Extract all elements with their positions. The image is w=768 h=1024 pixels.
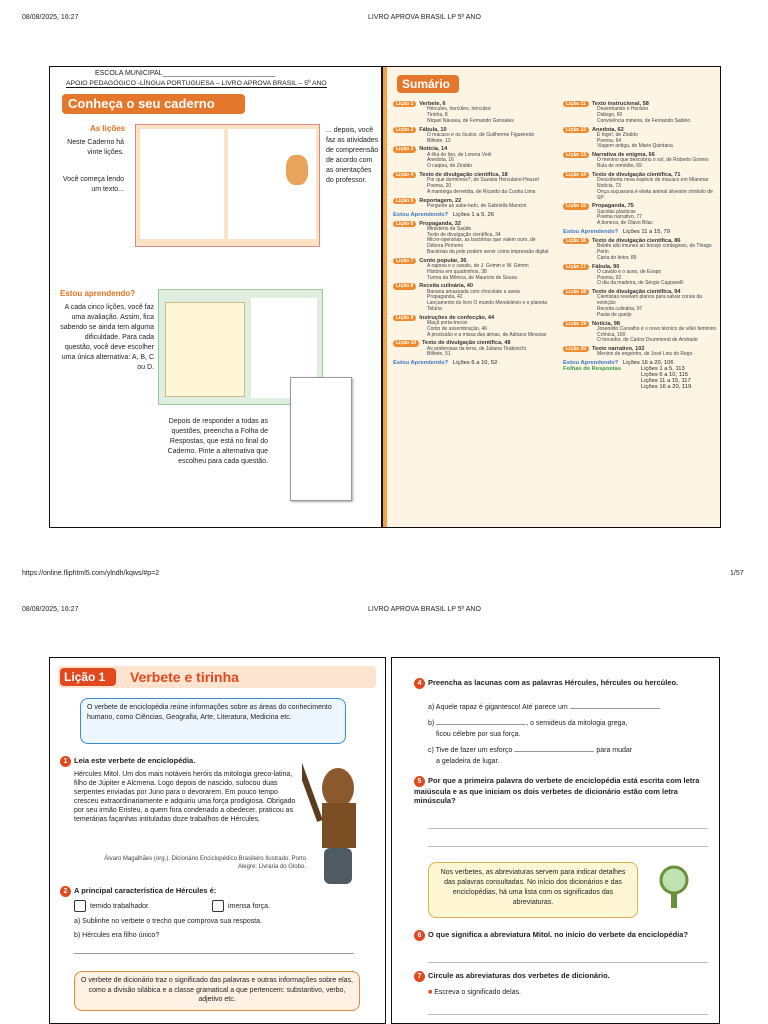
sumario-lesson[interactable] [393, 258, 553, 282]
lesson-subitem: Banana amassada com chocolate e aveia [427, 288, 520, 295]
intro-box: O verbete de enciclopédia reúne informações sobre as áreas do conhecimento humano, como Ciências, Geografia, Arte, Literatura, Medicina etc. [80, 698, 346, 744]
lesson-tag: Lição 6 [393, 221, 416, 227]
sumario-lesson[interactable] [563, 152, 719, 170]
sumario-lesson[interactable] [563, 289, 719, 318]
q4b-label: b) [428, 720, 435, 727]
lesson-subitem: A ilha do lixo, de Lorena Verli [427, 151, 492, 158]
q5-text: Por que a primeira palavra do verbete de enciclopédia está escrita com letra maiúscula e as que iniciam os dois verbetes de dicionário estão com letra minúscula? [414, 776, 700, 805]
sumario-lesson[interactable] [563, 172, 719, 201]
option-1-label: temido trabalhador. [90, 903, 150, 910]
magnifier-illustration [654, 862, 694, 910]
sumario-lesson[interactable] [393, 340, 553, 358]
lesson-subitem: Josenildo Carvalho é o novo técnico de vôlei feminino [597, 325, 717, 332]
lesson-title: Propaganda, 32 [419, 220, 461, 227]
lesson-subitem: Propaganda, 42 [427, 294, 463, 301]
q4b-text: , o semideus da mitologia grega, [526, 720, 628, 727]
lesson-subitem: Pergunte ao sabe-tudo, de Gabriella Mancini [427, 202, 527, 209]
sumario-lesson[interactable] [393, 172, 553, 196]
school-line: ESCOLA MUNICIPAL_____________________________ [95, 70, 276, 77]
lesson-title: Texto de divulgação científica, 48 [422, 340, 511, 347]
dicionario-box: O verbete de dicionário traz o significado das palavras e outras informações sobre elas, como a divisão silábica e a classe gramatical a que pertencem: substantivo, verbo, adjetivo etc. [74, 971, 360, 1011]
abreviaturas-box: Nos verbetes, as abreviaturas servem para indicar detalhes das palavras consultadas. No início dos dicionários e das enciclopédias, há uma lista com os significados das abreviaturas. [428, 862, 638, 918]
question-1 [60, 756, 195, 767]
print-page: 1/57 [730, 570, 744, 577]
sumario-lesson[interactable] [393, 315, 553, 339]
q7-line[interactable] [428, 1014, 708, 1015]
lesson-subitem: Maçã porta-trecos [427, 319, 468, 326]
lesson-subitem: A boneca, de Olavo Bilac [597, 220, 653, 227]
lesson-subitem: Bilhete, 51 [427, 351, 451, 358]
depois2-text: Depois de responder a todas as questões, preencha a Folha de Respostas, que está no final do Caderno. Pinte a alternativa que escolheu para cada questão. [167, 418, 268, 465]
lesson-subitem: O menino que descobriu o sol, de Roberto Gomes [597, 157, 709, 164]
lesson-tag: Lição 1 [393, 101, 416, 107]
q4a-blank[interactable] [570, 708, 660, 709]
lesson-title: Texto instrucional, 58 [591, 101, 649, 107]
lesson-title: Conto popular, 36 [419, 257, 467, 264]
lesson-tag: Lição 14 [563, 172, 589, 178]
q4c-text: c) Tive de fazer um esforço [428, 747, 513, 754]
lesson-title: Instruções de confecção, 44 [419, 314, 495, 321]
lesson-title: Notícia, 14 [419, 146, 448, 153]
verbete-source: Álvaro Magalhães (org.). Dicionário Enciclopédico Brasileiro Ilustrado. Porto Alegre: Livraria do Globo. [104, 856, 306, 870]
lesson-subitem: As poderosas da terra, de Juliana Tiraboschi [427, 345, 526, 352]
lesson-subitem: Bula de remédio, 69 [597, 163, 642, 170]
lesson-subitem: Ministério da Saúde [427, 225, 472, 232]
lesson-subitem: O torcedor, de Carlos Drummond de Andrade [597, 337, 698, 344]
option-1-checkbox[interactable] [74, 900, 86, 912]
lesson-tag: Lição 11 [563, 101, 589, 107]
lesson-tag: Lição 10 [393, 340, 419, 346]
apoio-line: APOIO PEDAGÓGICO -LÍNGUA PORTUGUESA – LIVRO APROVA BRASIL – 5º ANO [66, 80, 327, 87]
licoes-text2: Você começa lendo um texto... [62, 176, 124, 193]
lesson-title: Anedota, 62 [592, 126, 624, 133]
estou-aprendendo-link[interactable]: Estou Aprendendo? Lições 16 a 20, 106 [563, 360, 674, 367]
lesson-subitem: A manteiga derretida, de Ricardo da Cunha Lima [427, 188, 536, 195]
lesson-title: Texto de divulgação científica, 94 [592, 289, 681, 296]
num-1-icon: 1 [60, 756, 71, 767]
q2b-text: b) Hércules era filho único? [74, 932, 160, 939]
licao1-right-page [391, 657, 720, 1024]
q2b-answer-line[interactable] [74, 953, 354, 954]
print-date: 08/08/2025, 16:27 [22, 14, 79, 21]
licao-tag: Lição 1 [60, 668, 116, 686]
sumario-lesson[interactable] [393, 198, 553, 210]
estou-heading: Estou aprendendo? [60, 289, 136, 298]
lesson-subitem: Desenhando o Horácio [597, 106, 649, 113]
lesson-title: Notícia, 98 [592, 320, 620, 327]
conheca-page [50, 67, 383, 527]
option-2-label: imensa força. [228, 903, 271, 910]
folha-item: Lições 1 a 5, 113 [641, 366, 685, 373]
estou-text: A cada cinco lições, você faz uma avaliação. Assim, fica sabendo se ainda tem alguma dificuldade. Para cada questão, você deve escolher uma única alternativa: A, B, C ou D. [60, 304, 154, 371]
sumario-left-column [393, 101, 553, 367]
page-spread-1 [49, 66, 721, 528]
q4b [428, 719, 627, 728]
sumario-lesson[interactable] [393, 221, 553, 256]
lesson-subitem: Poema, 64 [597, 137, 622, 144]
lesson-tag: Lição 16 [563, 238, 589, 244]
lesson-subitem: Descoberta nova espécie de macaco em Mianmar [597, 177, 709, 184]
lesson-subitem: Micro-operárias, as bactérias que valem ouro, de Débora Pinheiro [427, 237, 536, 250]
lesson-subitem: Menino de engenho, de José Lins do Rego [597, 351, 693, 358]
lesson-subitem: O macaco e os óculos, de Guilherme Figueiredo [427, 131, 535, 138]
q6-text: O que significa a abreviatura Mitol. no início do verbete da enciclopédia? [428, 930, 689, 939]
lesson-subitem: Bebês são imunes ao bocejo contagioso, de Thiago Perin [597, 243, 712, 255]
lesson-subitem: Crônica, 100 [597, 331, 626, 338]
lesson-title: Verbete, 6 [419, 101, 446, 107]
q4a [428, 703, 660, 712]
print-url: https://online.fliphtml5.com/ylndh/kqws/#p=2 [22, 570, 160, 577]
lesson-tag: Lição 9 [393, 315, 416, 321]
sumario-lesson[interactable] [393, 146, 553, 170]
licao-title: Verbete e tirinha [130, 669, 239, 685]
lesson-subitem: Tirinha, 8 [427, 112, 448, 118]
folha-item: Lições 11 a 15, 117 [641, 378, 691, 385]
sumario-lesson[interactable] [563, 127, 719, 151]
question-2 [60, 886, 216, 897]
lesson-tag: Lição 20 [563, 346, 589, 352]
lesson-subitem: Lançamento do livro O mundo Mendelévio e o planeta Telúria [427, 300, 548, 312]
lesson-subitem: Onça suçuarana é eleita animal silvestre símbolo de SP [597, 188, 713, 201]
num-5-icon: 5 [414, 776, 425, 787]
lesson-tag: Lição 15 [563, 203, 589, 209]
answer-sheet-thumbnail [290, 377, 352, 501]
num-6-icon: 6 [414, 930, 425, 941]
q4c-cont: a geladeira de lugar. [436, 758, 500, 765]
lesson-subitem: Viagem antiga, de Mario Quintana [597, 143, 673, 150]
lesson-subitem: Pasta de queijo [597, 311, 632, 318]
q6-line[interactable] [428, 962, 708, 963]
q4-text: Preencha as lacunas com as palavras Hércules, hércules ou hercúleo. [428, 678, 679, 687]
q5-line-2[interactable] [428, 846, 708, 847]
q4b-blank[interactable] [436, 724, 526, 725]
lesson-tag: Lição 19 [563, 321, 589, 327]
q2a-text: a) Sublinhe no verbete o trecho que comprova sua resposta. [74, 918, 262, 925]
lesson-title: Texto narrativo, 102 [592, 346, 645, 353]
lesson-tag: Lição 17 [563, 264, 589, 270]
licoes-heading: As lições [90, 124, 126, 133]
q4a-text: a) Aquele rapaz é gigantesco! Até parece um [428, 704, 568, 711]
lesson-subitem: Texto de divulgação científica, 34 [427, 231, 501, 238]
option-2-checkbox[interactable] [212, 900, 224, 912]
lesson-title: Texto de divulgação científica, 71 [592, 171, 681, 178]
lesson-title: Fábula, 10 [419, 126, 447, 133]
lesson-subitem: Níquel Náusea, de Fernando Gonsales [427, 117, 514, 124]
estou-aprendendo-link[interactable]: Estou Aprendendo? Lições 11 a 15, 79 [563, 228, 670, 235]
hercules-illustration [302, 748, 378, 888]
lesson-subitem: Poema narrativo, 77 [597, 214, 643, 221]
lesson-subitem: Poema, 20 [427, 182, 452, 189]
lesson-subitem: O caipira, de Ziraldo [427, 163, 473, 170]
lesson-title: Fábula, 90 [592, 263, 620, 270]
lesson-tag: Lição 4 [393, 172, 416, 178]
lesson-subitem: Hércules, hercúleo, hérculeo [427, 106, 491, 113]
folha-item: Lições 16 a 20, 119 [641, 384, 692, 391]
q7-text: Circule as abreviaturas dos verbetes de dicionário. [428, 971, 610, 980]
question-6 [414, 930, 704, 941]
lesson-subitem: Bactérias da pele podem servir como impressão digital [427, 248, 549, 255]
lesson-tag: Lição 12 [563, 127, 589, 133]
num-2-icon: 2 [60, 886, 71, 897]
lesson-title: Propaganda, 75 [592, 203, 634, 210]
lesson-subitem: Turma da Mônica, de Mauricio de Sousa [427, 274, 517, 281]
lesson-tag: Lição 18 [563, 289, 589, 295]
q1-text: Leia este verbete de enciclopédia. [74, 756, 196, 765]
lesson-tag: Lição 8 [393, 283, 416, 289]
lesson-subitem: Diálogo, 60 [597, 112, 623, 118]
q4b-cont: ficou célebre por sua força. [436, 731, 521, 738]
lesson-subitem: A raposa e o cavalo, de J. Grimm e W. Grimm [427, 262, 529, 269]
lesson-subitem: A procissão e a missa das almas, de Adriano Messias [427, 331, 547, 338]
lesson-title: Texto de divulgação científica, 86 [592, 237, 681, 244]
sumario-right-column [563, 101, 719, 390]
sumario-lesson[interactable] [563, 346, 719, 358]
lesson-title: Receita culinária, 40 [419, 283, 474, 290]
sumario-lesson[interactable] [393, 101, 553, 125]
q2-text: A principal característica de Hércules é: [74, 886, 217, 895]
print-title-2: LIVRO APROVA BRASIL LP 5º ANO [368, 606, 481, 613]
sumario-title: Sumário [397, 75, 459, 93]
lesson-title: Narrativa de enigma, 66 [592, 152, 655, 159]
sumario-page [387, 67, 720, 527]
bullet-icon: ■ [428, 989, 435, 996]
sumario-lesson[interactable] [393, 127, 553, 145]
licao1-left-page [49, 657, 386, 1024]
licoes-text1: Neste Caderno há vinte lições. [67, 139, 124, 156]
lesson-tag: Lição 7 [393, 258, 416, 264]
lesson-subitem: Cientistas revelam planos para salvar corais da extinção [597, 294, 703, 307]
conheca-title: Conheça o seu caderno [62, 94, 245, 114]
lesson-subitem: É fogo!, de Ziraldo [597, 131, 638, 138]
q4c-text2: para mudar [596, 747, 633, 754]
caderno-thumbnail-1 [135, 124, 320, 247]
lesson-subitem: O cavalo e o asno, de Esopo [597, 268, 662, 275]
lesson-subitem: Receita culinária, 97 [597, 305, 643, 312]
sumario-lesson[interactable] [563, 101, 719, 125]
lesson-subitem: Sacolas plásticas [597, 208, 636, 215]
lesson-tag: Lição 2 [393, 127, 416, 133]
folha-item: Lições 6 a 10, 115 [641, 372, 688, 379]
estou-aprendendo-link[interactable]: Estou Aprendendo? Lições 1 a 5, 26 [393, 211, 494, 218]
question-4 [414, 678, 704, 689]
sumario-lesson[interactable] [563, 203, 719, 227]
q7a-text: Escreva o significado delas. [434, 989, 521, 996]
q7a [428, 988, 521, 997]
lesson-subitem: Conto de assombração, 46 [427, 325, 488, 332]
sumario-lesson[interactable] [563, 321, 719, 345]
q4c-blank[interactable] [514, 751, 594, 752]
lesson-subitem: Por que dormimos?, de Suzana Herculano-Houzel [427, 177, 539, 184]
lesson-subitem: Notícia, 73 [597, 182, 621, 189]
sumario-lesson[interactable] [563, 238, 719, 262]
lesson-tag: Lição 13 [563, 152, 589, 158]
lesson-subitem: Poema, 92 [597, 274, 622, 281]
verbete-text: Hércules Mitol. Um dos mais notáveis heróis da mitologia greco-latina, filho de Júpiter e Alcmena. Logo depois de nascido, sufocou duas serpentes enviadas por Juno para o devorarem. Em pouco tempo cresceu extraordinariamente e adquiriu uma força prodigiosa. Obrigado por seu irmão Eristeu, a quem fora condenado a obedecer, praticou as temerárias façanhas intituladas doze trabalhos de Hércules. [74, 771, 296, 823]
q5-line-1[interactable] [428, 828, 708, 829]
sumario-lesson[interactable] [563, 264, 719, 288]
question-7 [414, 971, 704, 982]
lesson-title: Reportagem, 22 [419, 197, 462, 204]
estou-aprendendo-link[interactable]: Estou Aprendendo? Lições 6 a 10, 52 [393, 360, 498, 367]
num-4-icon: 4 [414, 678, 425, 689]
lesson-tag: Lição 3 [393, 146, 416, 152]
question-5 [414, 776, 704, 805]
sumario-lesson[interactable] [393, 283, 553, 312]
lesson-subitem: Convivência mineira, de Fernando Sabino [597, 117, 691, 124]
print-date-2: 08/08/2025, 16:27 [22, 606, 79, 613]
lesson-subitem: Bilhete, 12 [427, 137, 451, 144]
lesson-subitem: História em quadrinhos, 38 [427, 268, 487, 275]
print-title: LIVRO APROVA BRASIL LP 5º ANO [368, 14, 481, 21]
depois-text: ... depois, você faz as atividades de compreensão de acordo com as orientações do professor. [326, 127, 379, 184]
lesson-subitem: Anedota, 16 [427, 157, 454, 164]
lesson-subitem: Carta do leitor, 89 [597, 254, 637, 261]
num-7-icon: 7 [414, 971, 425, 982]
q4c [428, 746, 632, 755]
lesson-title: Texto de divulgação científica, 18 [419, 171, 508, 178]
lesson-subitem: O dia da madeira, de Sérgio Capparelli [597, 280, 684, 287]
lesson-tag: Lição 5 [393, 198, 416, 204]
folha-respostas[interactable]: Folhas de Respostas Lições 1 a 5, 113 Lições 6 a 10, 115 Lições 11 a 15, 117 Lições 16 a 20, 119 [563, 366, 692, 391]
